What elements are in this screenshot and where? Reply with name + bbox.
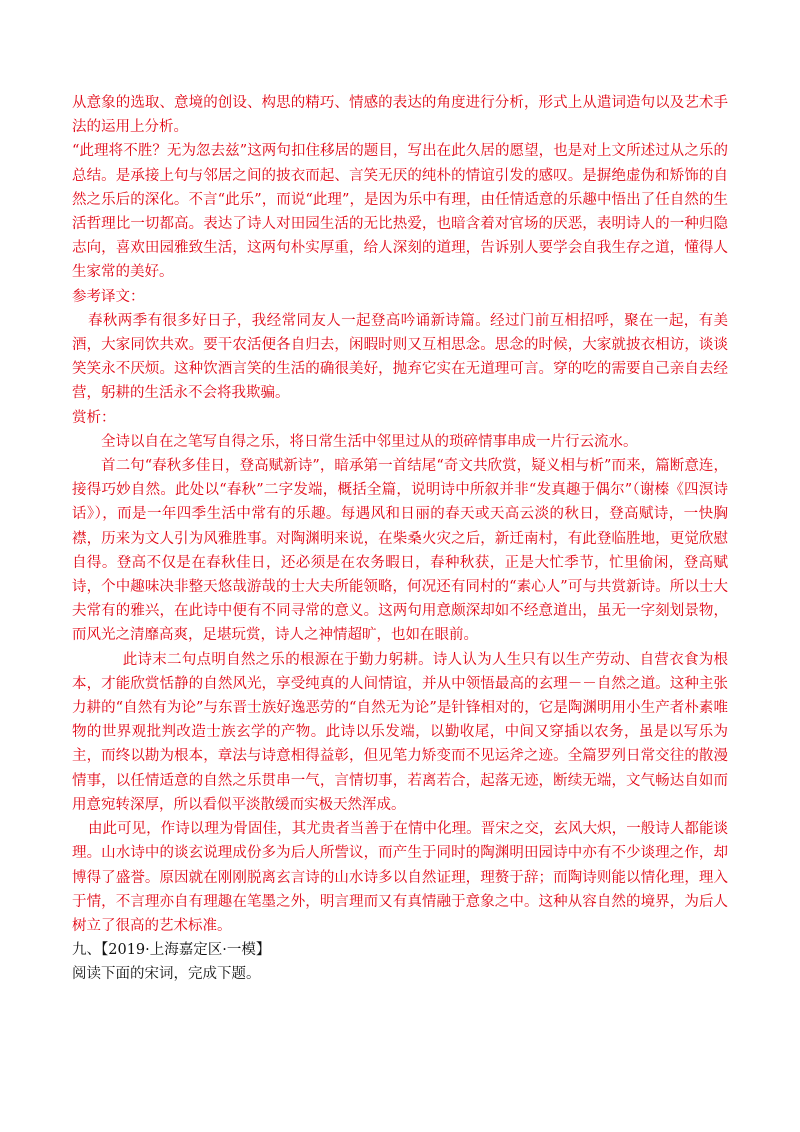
translation-paragraph: 春秋两季有很多好日子，我经常同友人一起登高吟诵新诗篇。经过门前互相招呼，聚在一起，有美酒，大家同饮共欢。要干农活便各自归去，闲暇时则又互相思念。思念的时候，大家就披衣相访，谈谈笑笑永不厌烦。这种饮酒言笑的生活的确很美好，抛弃它实在无道理可言。穿的吃的需要自己亲自去经营，躬耕的生活永不会将我欺骗。 bbox=[72, 312, 728, 402]
appreciation-summary: 全诗以自在之笔写自得之乐，将日常生活中邻里过从的琐碎情事串成一片行云流水。 bbox=[101, 433, 638, 450]
appreciation-last-lines: 此诗末二句点明自然之乐的根源在于勤力躬耕。诗人认为人生只有以生产劳动、自营衣食为根本，才能欣赏恬静的自然风光，享受纯真的人间情谊，并从中领悟最高的玄理－－自然之道。这种主张力耕的“自然有为论”与东晋士族好逸恶劳的“自然无为论”是针锋相对的，它是陶渊明用小生产者朴素唯物的世界观批判改造士族玄学的产物。此诗以乐发端，以勤收尾，中间又穿插以农务，虽是以写乐为主，而终以勘为根本，章法与诗意相得益彰，但见笔力矫变而不见运斧之迹。全篇罗列日常交往的散漫情事，以任情适意的自然之乐贯串一气，言情切事，若离若合，起落无迹，断续无端，文气畅达自如而用意宛转深厚，所以看似平淡散缓而实极天然浑成。 bbox=[72, 651, 728, 813]
appreciation-conclusion: 由此可见，作诗以理为骨固佳，其尤贵者当善于在情中化理。晋宋之交，玄风大炽，一般诗人都能谈理。山水诗中的谈玄说理成份多为后人所訾议，而产生于同时的陶渊明田园诗中亦有不少谈理之作，却博得了盛誉。原因就在刚刚脱离玄言诗的山水诗多以自然证理，理赘于辞；而陶诗则能以情化理，理入于情，不言理亦自有理趣在笔墨之外，明言理而又有真情融于意象之中。这种从容自然的境界，为后人树立了很高的艺术标准。 bbox=[72, 821, 728, 934]
question-heading: 九、【2019·上海嘉定区·一模】 bbox=[72, 942, 271, 959]
document-page bbox=[72, 91, 728, 987]
appreciation-heading: 赏析： bbox=[72, 409, 116, 426]
question-instruction: 阅读下面的宋词，完成下题。 bbox=[72, 966, 261, 983]
appreciation-first-lines: 首二句“春秋多佳日，登高赋新诗”，暗承第一首结尾“奇文共欣赏，疑义相与析”而来，篇断意连，接得巧妙自然。此处以“春秋”二字发端，概括全篇，说明诗中所叙并非“发真趣于偶尔”（谢榛《四溟诗话》），而是一年四季生活中常有的乐趣。每遇风和日丽的春天或天高云淡的秋日，登高赋诗，一快胸襟，历来为文人引为风雅胜事。对陶渊明来说，在柴桑火灾之后，新迁南村，有此登临胜地，更觉欣慰自得。登高不仅是在春秋佳日，还必须是在农务暇日，春种秋获，正是大忙季节，忙里偷闲，登高赋诗，个中趣味决非整天悠哉游哉的士大夫所能领略，何况还有同村的“素心人”可与共赏新诗。所以士大夫常有的雅兴，在此诗中便有不同寻常的意义。这两句用意颇深却如不经意道出，虽无一字刻划景物，而风光之清靡高爽，足堪玩赏，诗人之神情超旷，也如在眼前。 bbox=[72, 458, 728, 644]
analysis-last-lines-paragraph: “此理将不胜？无为忽去兹”这两句扣住移居的题目，写出在此久居的愿望，也是对上文所述过从之乐的总结。是承接上句与邻居之间的披衣而起、言笑无厌的纯朴的情谊引发的感叹。是摒绝虚伪和矫饰的自然之乐后的深化。不言“此乐”，而说“此理”，是因为乐中有理，由任情适意的乐趣中悟出了任自然的生活哲理比一切都高。表达了诗人对田园生活的无比热爱，也暗含着对官场的厌恶，表明诗人的一种归隐志向，喜欢田园雅致生活，这两句朴实厚重，给人深刻的道理，告诉别人要学会自我生存之道，懂得人生家常的美好。 bbox=[72, 143, 728, 281]
translation-heading: 参考译文： bbox=[72, 288, 145, 305]
analysis-method-paragraph: 从意象的选取、意境的创设、构思的精巧、情感的表达的角度进行分析，形式上从遣词造句以及艺术手法的运用上分析。 bbox=[72, 95, 728, 136]
